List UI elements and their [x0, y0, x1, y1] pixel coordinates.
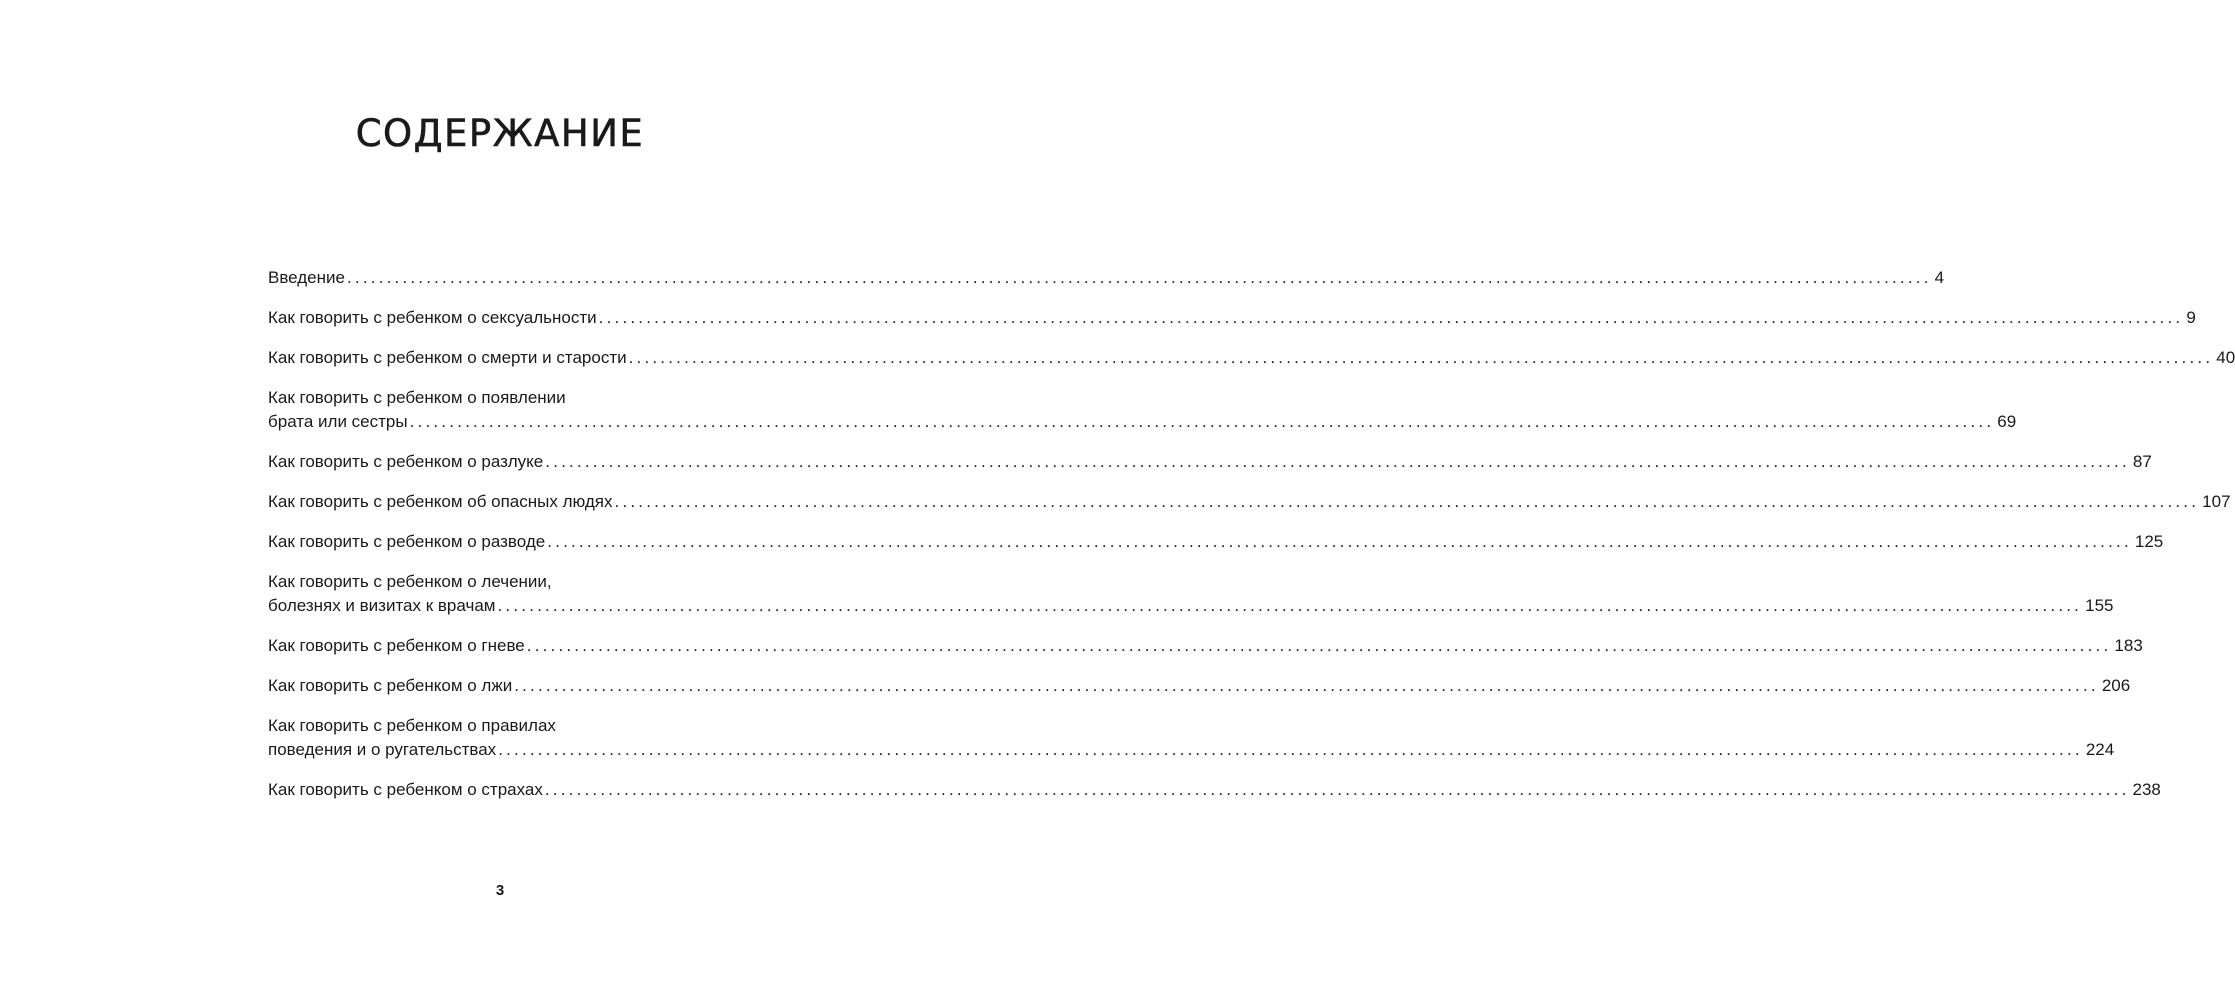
dot-leader: ........................................................................................................................................................................................................	[526, 636, 2112, 655]
toc-entry-row	[268, 346, 2235, 370]
toc-page-number: 224	[2085, 740, 2115, 759]
toc-entry-row	[268, 530, 2164, 554]
toc-entry[interactable]	[268, 714, 2115, 762]
toc-entry[interactable]	[268, 346, 2235, 370]
toc-entry-title-line: Как говорить с ребенком о лечении,	[268, 572, 552, 591]
dot-leader: ........................................................................................................................................................................................................	[598, 308, 2184, 327]
toc-entry-title: Введение	[268, 268, 345, 287]
dot-leader: ........................................................................................................................................................................................................	[514, 676, 2099, 695]
toc-page-number: 69	[1997, 412, 2017, 431]
toc-page-number: 87	[2132, 452, 2152, 471]
toc-entry[interactable]	[268, 450, 2152, 474]
toc-page-number: 4	[1934, 268, 1945, 287]
toc-entry[interactable]	[268, 634, 2143, 658]
toc-page-number: 125	[2134, 532, 2164, 551]
toc-entry[interactable]	[268, 530, 2164, 554]
toc-page-number: 155	[2085, 596, 2114, 615]
toc-entry-row	[268, 266, 1945, 290]
toc-entry[interactable]	[268, 674, 2131, 698]
toc-entry-row	[268, 674, 2131, 698]
toc-entry-title: Как говорить с ребенком о страхах	[268, 780, 543, 799]
toc-entry-title: Как говорить с ребенком о сексуальности	[268, 308, 597, 327]
toc-entry[interactable]	[268, 306, 2196, 330]
toc-entry-title: Как говорить с ребенком о разводе	[268, 532, 546, 551]
toc-entry-title-line: Как говорить с ребенком о правилах	[268, 716, 556, 735]
toc-entry-title: Как говорить с ребенком о лжи	[268, 676, 513, 695]
toc-entry-row	[268, 778, 2161, 802]
toc-entry-row	[268, 594, 2114, 618]
toc-entry-title: Как говорить с ребенком о смерти и старости	[268, 348, 627, 367]
dot-leader: ........................................................................................................................................................................................................	[498, 740, 2083, 759]
toc-entry-title: Как говорить с ребенком об опасных людях	[268, 492, 613, 511]
toc-entry[interactable]	[268, 266, 1945, 290]
page-number: 3	[495, 882, 505, 899]
toc-entry[interactable]	[268, 570, 2114, 618]
toc-page-number: 206	[2101, 676, 2131, 695]
table-of-contents	[268, 266, 2235, 818]
toc-entry-row	[268, 738, 2115, 762]
toc-entry[interactable]	[268, 386, 2017, 434]
toc-entry-title: Как говорить с ребенком о разлуке	[268, 452, 544, 471]
toc-page-number: 107	[2202, 492, 2231, 511]
toc-entry[interactable]	[268, 778, 2161, 802]
page-title: СОДЕРЖАНИЕ	[355, 112, 645, 155]
toc-entry-title: Как говорить с ребенком о гневе	[268, 636, 525, 655]
toc-entry-title-line: Как говорить с ребенком о появлении	[268, 388, 566, 407]
toc-entry-title: брата или сестры	[268, 412, 408, 431]
dot-leader: ........................................................................................................................................................................................................	[628, 348, 2214, 367]
dot-leader: ........................................................................................................................................................................................................	[544, 780, 2130, 799]
toc-entry-row	[268, 410, 2017, 434]
dot-leader: ........................................................................................................................................................................................................	[497, 596, 2083, 615]
toc-entry-title: болезнях и визитах к врачам	[268, 596, 496, 615]
toc-page-number: 238	[2132, 780, 2161, 799]
dot-leader: ........................................................................................................................................................................................................	[346, 268, 1932, 287]
toc-entry-row	[268, 490, 2231, 514]
toc-entry-title: поведения и о ругательствах	[268, 740, 497, 759]
toc-entry-row	[268, 634, 2143, 658]
toc-entry-row	[268, 450, 2152, 474]
toc-entry-row	[268, 306, 2196, 330]
dot-leader: ........................................................................................................................................................................................................	[547, 532, 2132, 551]
toc-entry[interactable]	[268, 490, 2231, 514]
toc-page-number: 183	[2114, 636, 2143, 655]
toc-page-number: 9	[2186, 308, 2196, 327]
dot-leader: ........................................................................................................................................................................................................	[614, 492, 2200, 511]
dot-leader: ........................................................................................................................................................................................................	[409, 412, 1995, 431]
toc-page-number: 40	[2216, 348, 2235, 367]
dot-leader: ........................................................................................................................................................................................................	[545, 452, 2130, 471]
